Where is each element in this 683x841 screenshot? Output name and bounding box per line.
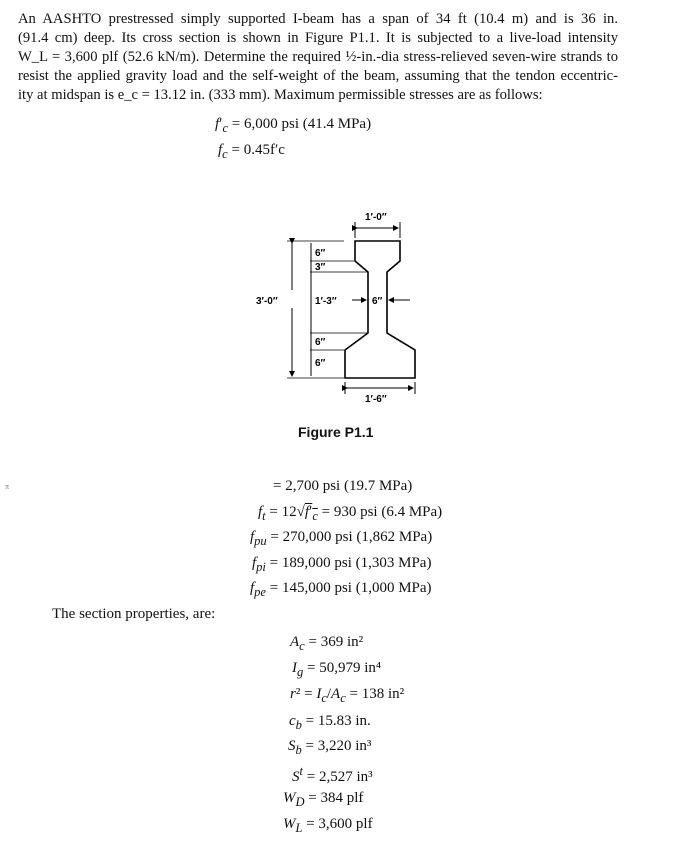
eq-fpe: $f_{pe} = 145,000$ psi (1,000 MPa) — [250, 580, 432, 599]
ibeam-section — [345, 241, 415, 378]
problem-line: W_L = 3,600 plf (52.6 kN/m). Determine the required ½-in.-dia stress-relieved seven-wire strands to — [18, 49, 618, 65]
dim-total-depth: 3′-0″ — [256, 296, 278, 307]
eq-fc-prime: $f'_c = 6,000$ psi (41.4 MPa) — [215, 116, 372, 135]
figure-caption: Figure P1.1 — [298, 424, 374, 440]
eq-wl: $W_L = 3,600$ plf — [283, 816, 373, 835]
dim-bottom-width: 1′-6″ — [365, 394, 387, 405]
figure-p1-1 — [240, 200, 440, 410]
dim-top-flange: 6″ — [315, 248, 326, 259]
eq-ig: $I_g = 50,979$ in⁴ — [292, 660, 382, 679]
problem-statement — [18, 10, 618, 105]
section-properties-intro: The section properties, are: — [52, 606, 216, 622]
margin-mark: π — [5, 482, 10, 491]
dim-top-haunch: 3″ — [315, 262, 326, 273]
eq-allowable: = 2,700 psi (19.7 MPa) — [273, 478, 413, 494]
dim-bottom-flange: 6″ — [315, 358, 326, 369]
problem-line: (91.4 cm) deep. Its cross section is shown in Figure P1.1. It is subjected to a live-load intensity — [18, 30, 618, 46]
eq-ft: $f_t = 12√f'_c = 930$ psi (6.4 MPa) — [258, 504, 443, 523]
dim-top-width: 1′-0″ — [365, 212, 387, 223]
eq-r2: $r^2 = I_c/A_c = 138$ in² — [290, 686, 405, 705]
problem-line: resist the applied gravity load and the self-weight of the beam, assuming that the tendon eccentric- — [18, 68, 618, 84]
eq-wd: $W_D = 384$ plf — [283, 790, 364, 809]
eq-fc: $f_c = 0.45f'c$ — [218, 142, 285, 161]
eq-fpi: $f_{pi} = 189,000$ psi (1,303 MPa) — [252, 555, 432, 574]
eq-st: $S^t = 2,527$ in³ — [292, 764, 373, 785]
eq-cb: $c_b = 15.83$ in. — [289, 713, 371, 732]
dim-web-width: 6″ — [372, 296, 383, 307]
eq-sb: $S_b = 3,220$ in³ — [288, 738, 372, 757]
dim-bottom-haunch: 6″ — [315, 337, 326, 348]
dim-web-height: 1′-3″ — [315, 296, 337, 307]
problem-line: An AASHTO prestressed simply supported I-beam has a span of 34 ft (10.4 m) and is 36 in. — [18, 11, 618, 27]
problem-line: ity at midspan is e_c = 13.12 in. (333 mm). Maximum permissible stresses are as follows: — [18, 87, 543, 103]
eq-fpu: $f_{pu} = 270,000$ psi (1,862 MPa) — [250, 529, 433, 548]
eq-ac: $A_c = 369$ in² — [290, 634, 364, 653]
